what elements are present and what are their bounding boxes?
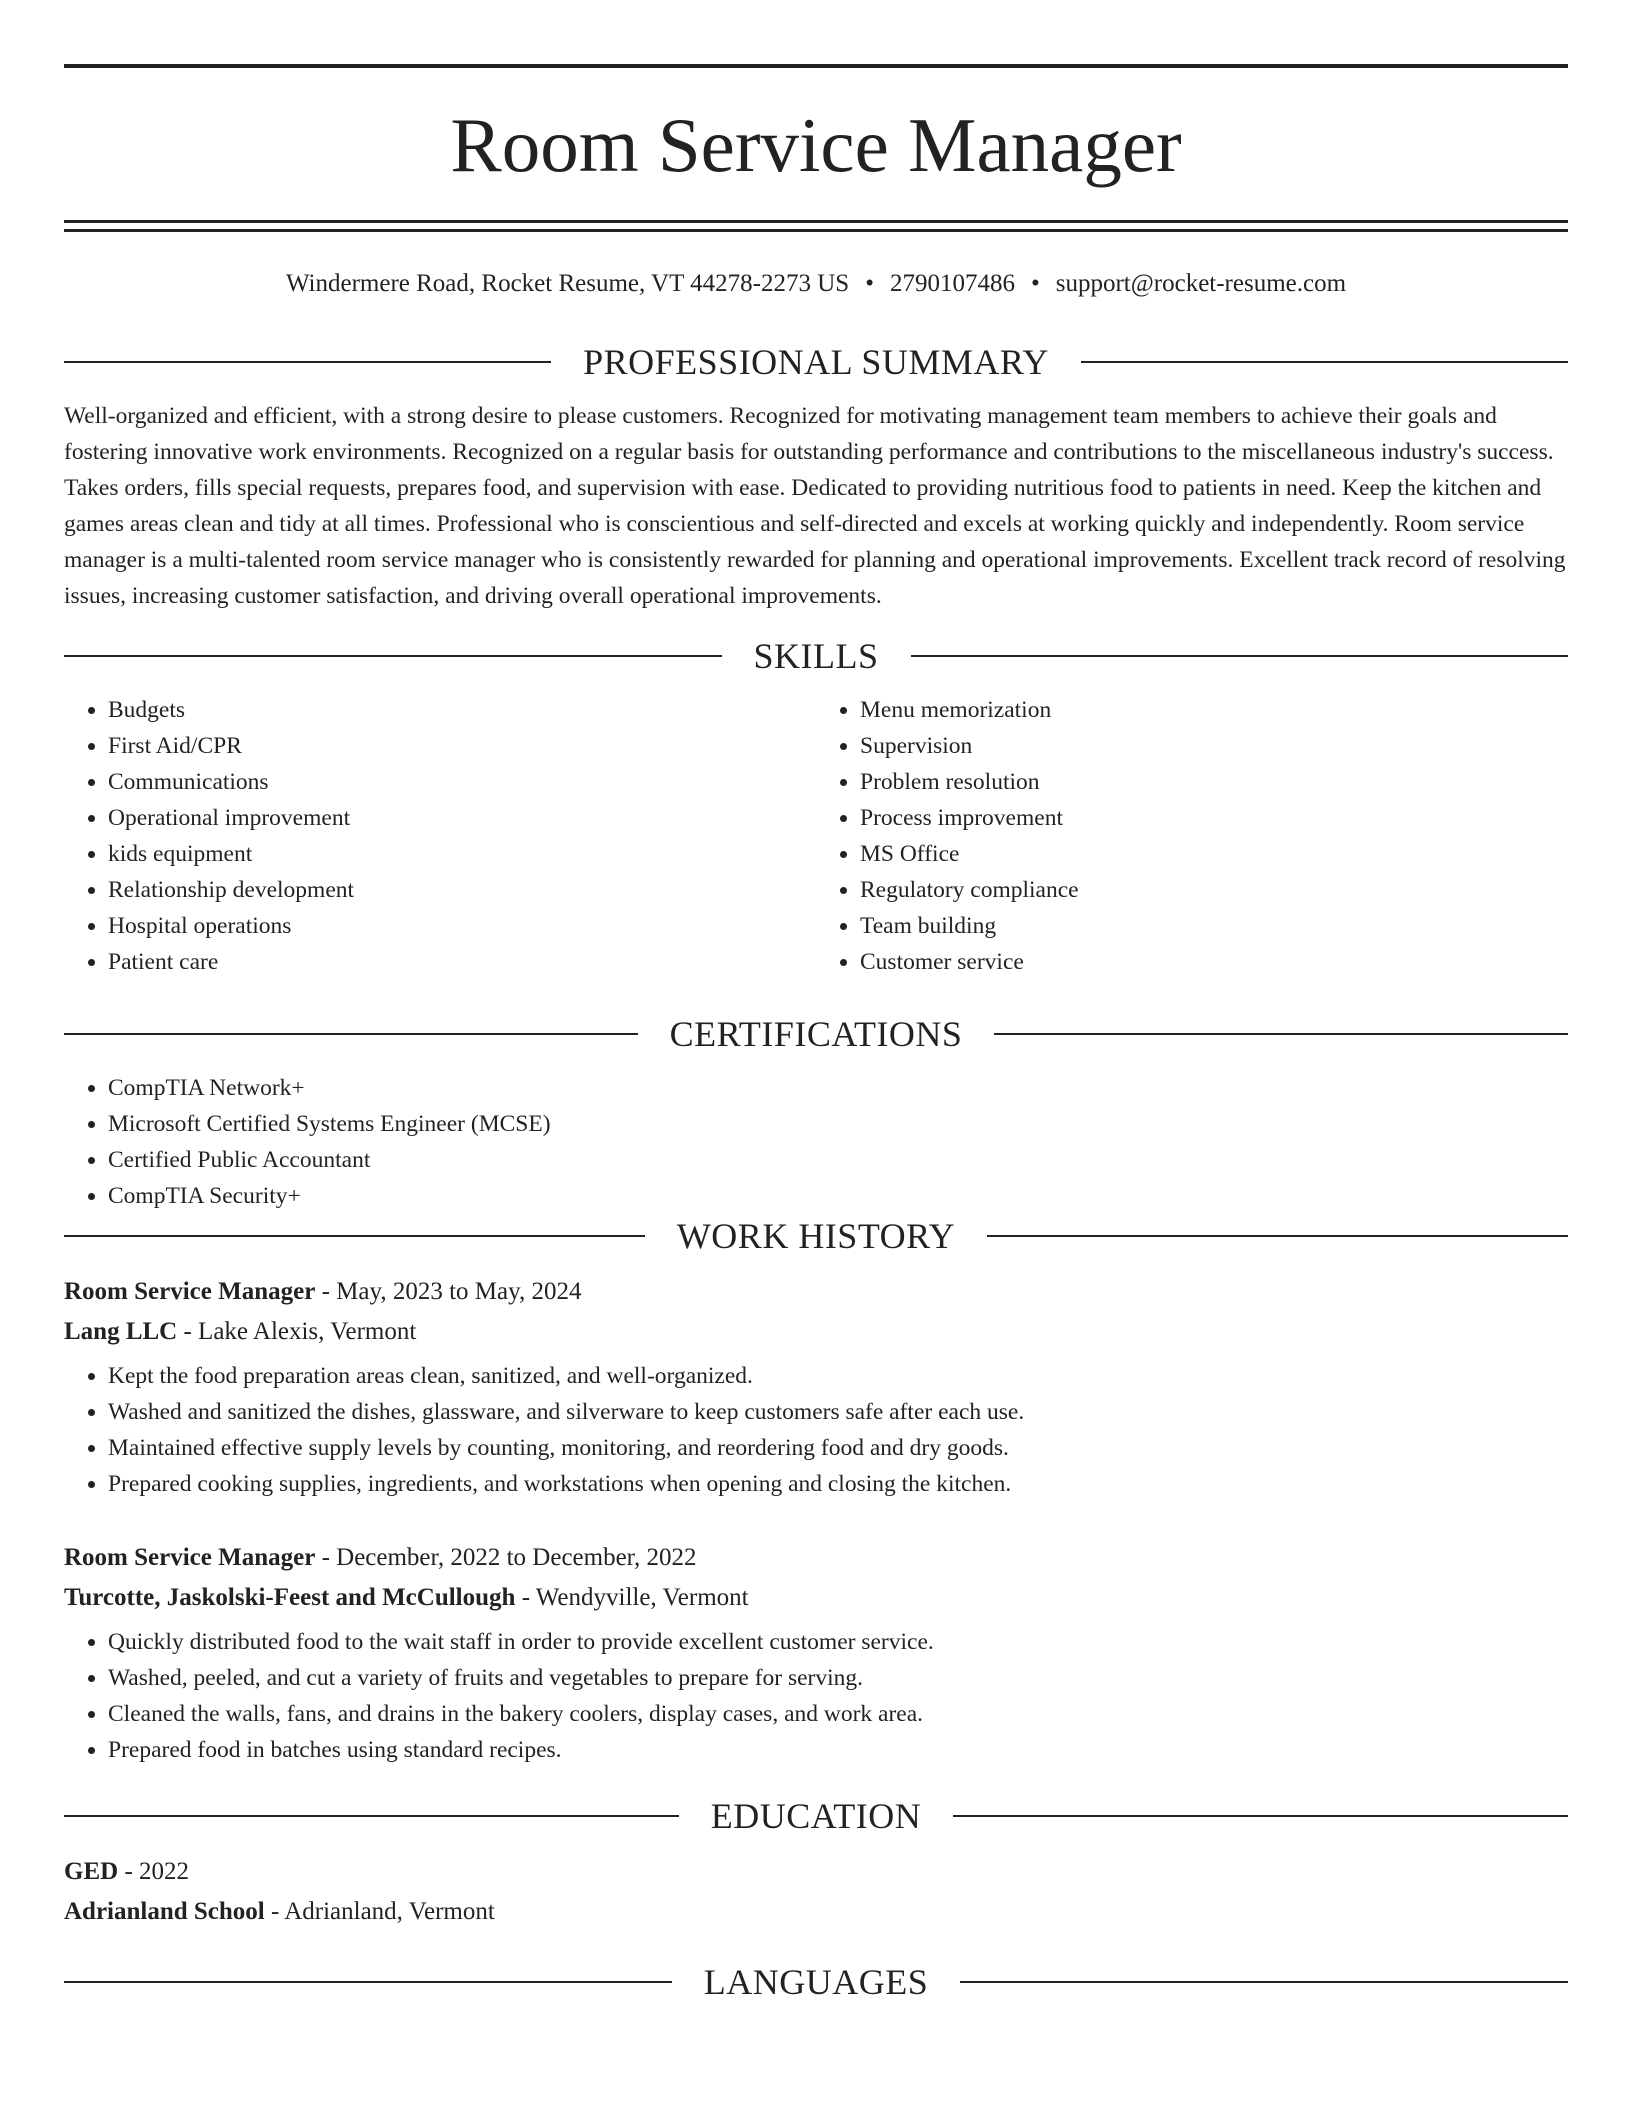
certification-item: • Certified Public Accountant — [108, 1142, 1568, 1178]
heading-rule — [911, 655, 1569, 657]
job-title: Room Service Manager — [64, 1278, 316, 1305]
education-school-line — [64, 1892, 1568, 1932]
heading-rule — [987, 1235, 1568, 1237]
certification-item: • Microsoft Certified Systems Engineer (MCSE) — [108, 1106, 1568, 1142]
page-title: Room Service Manager — [450, 102, 1182, 188]
skill-item: • Operational improvement — [108, 800, 816, 836]
top-rule — [64, 64, 1568, 68]
contact-email: support@rocket-resume.com — [1055, 270, 1347, 297]
section-heading-label: CERTIFICATIONS — [669, 1014, 963, 1054]
skill-item: • Customer service — [860, 944, 1568, 980]
job-bullet: • Cleaned the walls, fans, and drains in the bakery coolers, display cases, and work area. — [108, 1696, 1568, 1732]
skill-item: • Menu memorization — [860, 692, 1568, 728]
heading-rule — [953, 1815, 1568, 1817]
education-degree-line — [64, 1852, 1568, 1892]
skill-item: • Supervision — [860, 728, 1568, 764]
section-heading-label: LANGUAGES — [703, 1962, 929, 2002]
job-company-line — [64, 1312, 1568, 1352]
title-rule-lower — [64, 229, 1568, 232]
job-location: - Lake Alexis, Vermont — [177, 1318, 417, 1345]
skill-item: • Patient care — [108, 944, 816, 980]
job-bullet: • Washed, peeled, and cut a variety of fruits and vegetables to prepare for serving. — [108, 1660, 1568, 1696]
section-heading-work-history — [64, 1214, 1568, 1258]
skill-item: • Communications — [108, 764, 816, 800]
skill-item: • Regulatory compliance — [860, 872, 1568, 908]
job-company: Lang LLC — [64, 1318, 178, 1345]
section-heading-label: EDUCATION — [710, 1796, 922, 1836]
section-heading-skills — [64, 634, 1568, 678]
skill-item: • First Aid/CPR — [108, 728, 816, 764]
education-school: Adrianland School — [64, 1898, 265, 1925]
job-dates: - May, 2023 to May, 2024 — [315, 1278, 582, 1305]
job-title-line — [64, 1538, 1568, 1578]
contact-address: Windermere Road, Rocket Resume, VT 44278-2273 US — [285, 270, 850, 297]
contact-separator: • — [1030, 270, 1040, 297]
job-bullets — [64, 1358, 1568, 1502]
job-bullets — [64, 1624, 1568, 1768]
job-location: - Wendyville, Vermont — [515, 1584, 749, 1611]
job-dates: - December, 2022 to December, 2022 — [315, 1544, 697, 1571]
skill-item: • Team building — [860, 908, 1568, 944]
heading-rule — [64, 361, 551, 363]
skill-item: • Process improvement — [860, 800, 1568, 836]
heading-rule — [64, 1033, 638, 1035]
title-rule-upper — [64, 220, 1568, 223]
skill-item: • kids equipment — [108, 836, 816, 872]
section-heading-languages — [64, 1960, 1568, 2004]
education-entry — [64, 1852, 1568, 1932]
skill-item: • Problem resolution — [860, 764, 1568, 800]
section-heading-label: SKILLS — [753, 636, 879, 676]
skills-list-left — [64, 692, 816, 980]
skills-grid — [64, 692, 1568, 980]
heading-rule — [960, 1981, 1568, 1983]
job-title: Room Service Manager — [64, 1544, 316, 1571]
job-bullet: • Prepared food in batches using standard recipes. — [108, 1732, 1568, 1768]
contact-phone: 2790107486 — [889, 270, 1015, 297]
heading-rule — [64, 1981, 672, 1983]
certification-item: • CompTIA Network+ — [108, 1070, 1568, 1106]
skill-item: • MS Office — [860, 836, 1568, 872]
job-entry — [64, 1538, 1568, 1768]
skills-list-right — [816, 692, 1568, 980]
section-heading-certifications — [64, 1012, 1568, 1056]
job-bullet: • Washed and sanitized the dishes, glassware, and silverware to keep customers safe after each use. — [108, 1394, 1568, 1430]
heading-rule — [1081, 361, 1568, 363]
heading-rule — [64, 655, 722, 657]
heading-rule — [64, 1235, 645, 1237]
certification-item: • CompTIA Security+ — [108, 1178, 1568, 1214]
education-year: - 2022 — [118, 1858, 190, 1885]
education-location: - Adrianland, Vermont — [264, 1898, 495, 1925]
section-heading-label: PROFESSIONAL SUMMARY — [583, 342, 1049, 382]
section-heading-education — [64, 1794, 1568, 1838]
certifications-list — [64, 1070, 1568, 1214]
job-title-line — [64, 1272, 1568, 1312]
section-heading-label: WORK HISTORY — [676, 1216, 956, 1256]
summary-text: Well-organized and efficient, with a strong desire to please customers. Recognized for motivating management team members to achieve their goals and fostering innovative work environments. Recognized on a regular basis for outstanding performance and contributions to the miscellaneous industry's success. Takes orders, fills special requests, prepares food, and supervision with ease. Dedicated to providing nutritious food to patients in need. Keep the kitchen and games areas clean and tidy at all times. Professional who is conscientious and self-directed and excels at working quickly and independently. Room service manager is a multi-talented room service manager who is consistently rewarded for planning and operational improvements. Excellent track record of resolving issues, increasing customer satisfaction, and driving overall operational improvements. — [64, 403, 1566, 609]
job-bullet: • Prepared cooking supplies, ingredients, and workstations when opening and closing the kitchen. — [108, 1466, 1568, 1502]
heading-rule — [994, 1033, 1568, 1035]
job-company: Turcotte, Jaskolski-Feest and McCullough — [64, 1584, 516, 1611]
job-entry — [64, 1272, 1568, 1502]
contact-separator: • — [865, 270, 874, 297]
job-bullet: • Kept the food preparation areas clean, sanitized, and well-organized. — [108, 1358, 1568, 1394]
heading-rule — [64, 1815, 679, 1817]
job-company-line — [64, 1578, 1568, 1618]
skill-item: • Relationship development — [108, 872, 816, 908]
contact-line — [64, 268, 1568, 300]
skill-item: • Budgets — [108, 692, 816, 728]
job-bullet: • Maintained effective supply levels by counting, monitoring, and reordering food and dry goods. — [108, 1430, 1568, 1466]
education-degree: GED — [64, 1858, 119, 1885]
skill-item: • Hospital operations — [108, 908, 816, 944]
job-bullet: • Quickly distributed food to the wait staff in order to provide excellent customer service. — [108, 1624, 1568, 1660]
section-heading-summary — [64, 340, 1568, 384]
